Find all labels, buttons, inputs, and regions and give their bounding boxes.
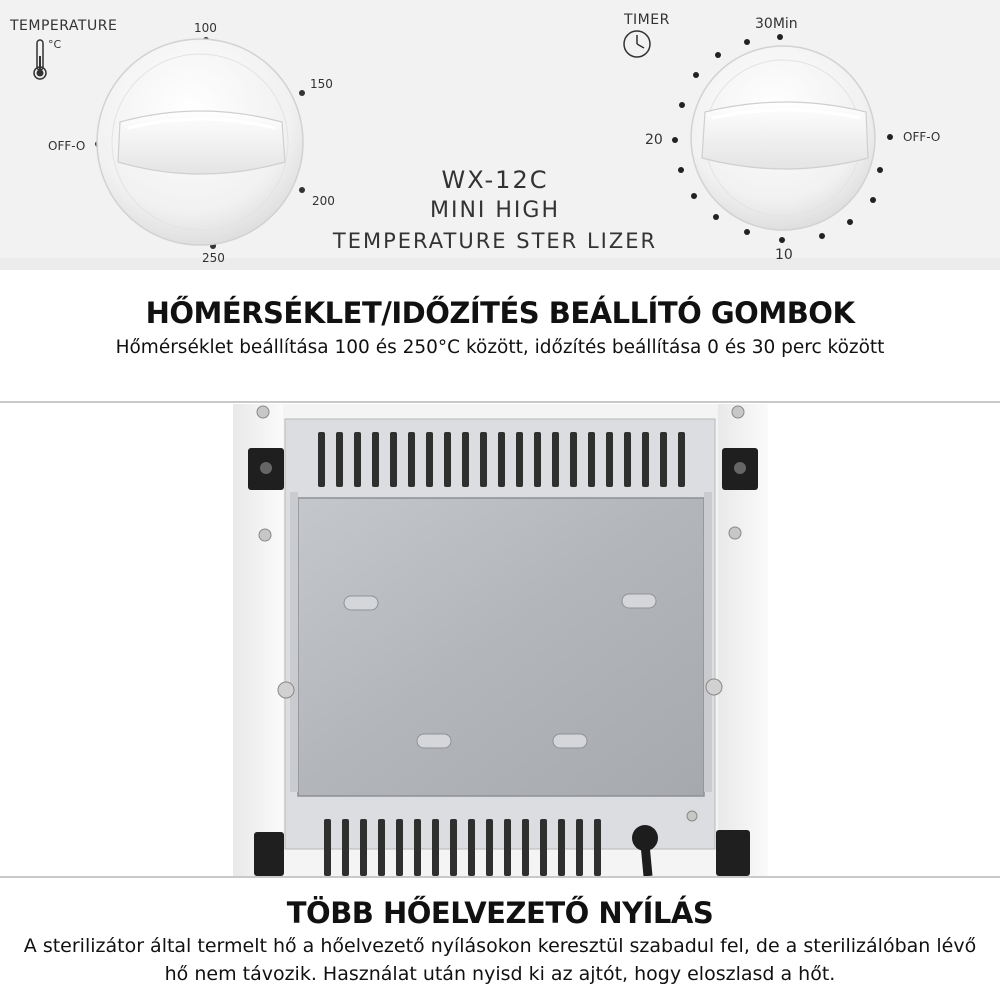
control-panel-illustration	[0, 0, 1000, 270]
timer-label: TIMER	[624, 12, 670, 28]
back-panel-illustration	[0, 404, 1000, 876]
timer-20-label: 20	[645, 132, 663, 148]
section-vents	[0, 896, 1000, 988]
divider	[0, 401, 1000, 403]
temp-off-label: OFF-O	[48, 139, 86, 153]
temperature-knob[interactable]	[97, 39, 303, 245]
celsius-symbol: °C	[48, 38, 62, 51]
temp-tick-100: 100	[194, 21, 217, 35]
product-name-line2: TEMPERATURE STER LIZER	[332, 229, 658, 253]
control-panel-photo	[0, 0, 1000, 270]
top-vent-slots	[318, 432, 685, 487]
section-controls-description: Hőmérséklet beállítása 100 és 250°C között, időzítés beállítása 0 és 30 perc között	[115, 337, 885, 358]
temp-tick-200: 200	[312, 194, 335, 208]
section-vents-description-line2: hő nem távozik. Használat után nyisd ki az ajtót, hogy eloszlasd a hőt.	[164, 963, 836, 985]
section-controls	[0, 296, 1000, 362]
section-vents-description-line1: A sterilizátor által termelt hő a hőelvezető nyílásokon keresztül szabadul fel, de a sterilizálóban lévő	[23, 935, 977, 957]
back-panel-photo	[0, 404, 1000, 876]
section-controls-heading: HŐMÉRSÉKLET/IDŐZÍTÉS BEÁLLÍTÓ GOMBOK	[145, 296, 855, 330]
section-vents-heading: TÖBB HŐELVEZETŐ NYÍLÁS	[286, 896, 714, 930]
product-name-line1: MINI HIGH	[429, 198, 561, 223]
temp-tick-250: 250	[202, 251, 225, 265]
model-number: WX-12C	[441, 166, 549, 194]
heat-plate	[298, 498, 704, 796]
timer-10-label: 10	[775, 247, 793, 263]
temp-tick-150: 150	[310, 77, 333, 91]
temperature-label: TEMPERATURE	[10, 18, 118, 34]
timer-knob[interactable]	[691, 46, 875, 230]
timer-30min-label: 30Min	[755, 16, 798, 32]
timer-off-label: OFF-O	[903, 130, 941, 144]
divider-bottom	[0, 876, 1000, 878]
